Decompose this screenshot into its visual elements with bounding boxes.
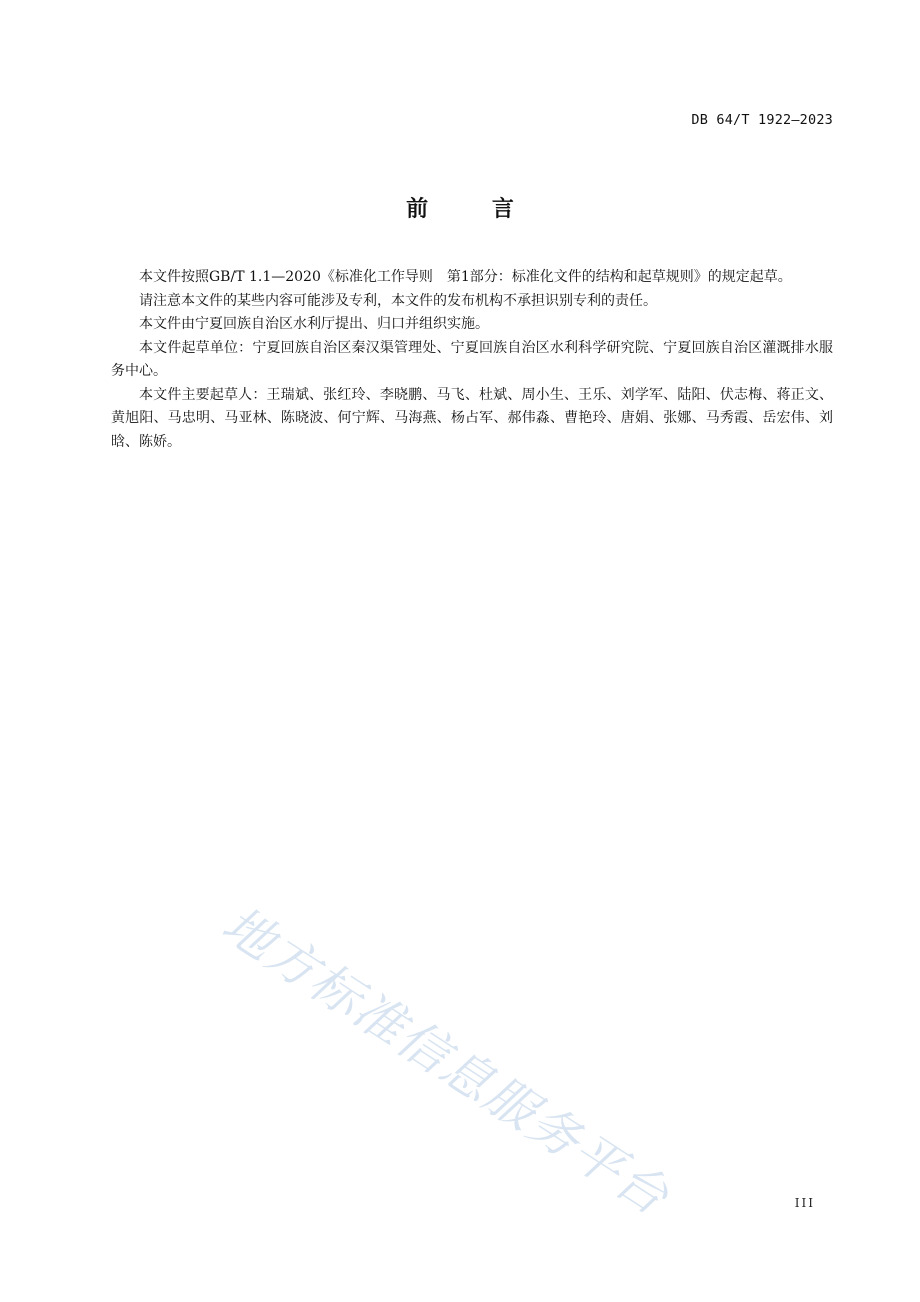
paragraph-drafting-basis: 本文件按照GB/T 1.1—2020《标准化工作导则 第1部分：标准化文件的结构和起草规则》的规定起草。 [139, 269, 792, 285]
page-number: III [794, 1196, 815, 1210]
document-code: DB 64/T 1922—2023 [691, 112, 833, 128]
body-text [111, 266, 833, 454]
paragraph-proposer: 本文件由宁夏回族自治区水利厅提出、归口并组织实施。 [139, 316, 489, 332]
paragraph-patent-notice: 请注意本文件的某些内容可能涉及专利，本文件的发布机构不承担识别专利的责任。 [139, 292, 657, 309]
paragraph-drafting-units: 本文件起草单位：宁夏回族自治区秦汉渠管理处、宁夏回族自治区水利科学研究院、宁夏回族自治区灌溉排水服务中心。 [111, 339, 833, 379]
page-title: 前 言 [406, 197, 542, 222]
paragraph-drafters: 本文件主要起草人：王瑞斌、张红玲、李晓鹏、马飞、杜斌、周小生、王乐、刘学军、陆阳、伏志梅、蒋正文、黄旭阳、马忠明、马亚林、陈晓波、何宁辉、马海燕、杨占军、郝伟淼、曹艳玲、唐娟、张娜、马秀霞、岳宏伟、刘晗、陈娇。 [111, 386, 833, 450]
watermark: 地方标准信息服务平台 [212, 895, 680, 1227]
